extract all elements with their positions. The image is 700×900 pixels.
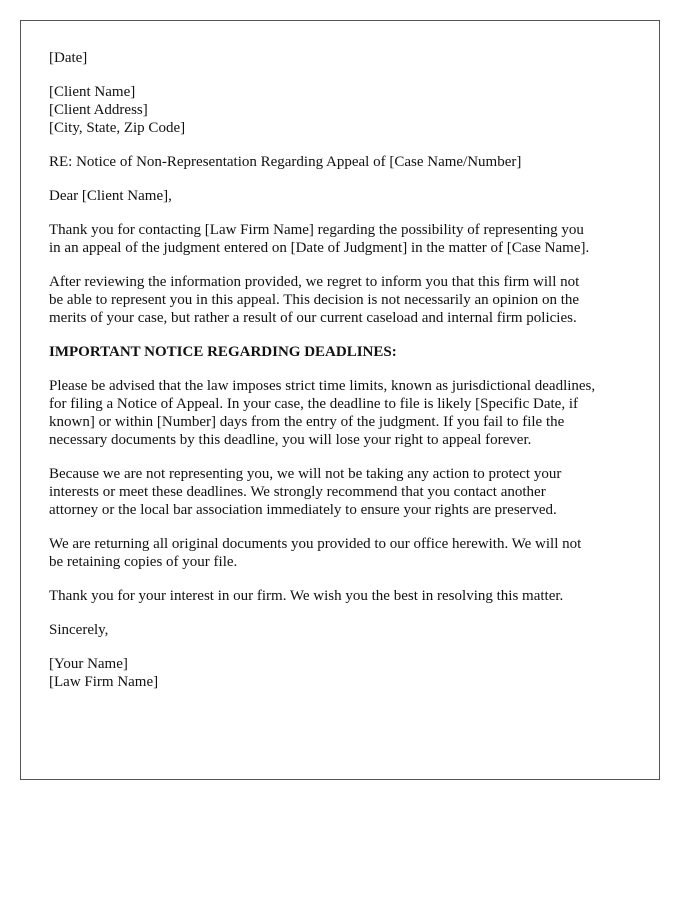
date-text: [Date] — [49, 50, 88, 66]
re-line-text: RE: Notice of Non-Representation Regarding Appeal of [Case Name/Number] — [49, 154, 522, 170]
signature-name: [Your Name] — [49, 656, 128, 672]
salutation — [49, 187, 639, 205]
paragraph-line: We are returning all original documents you provided to our office herewith. We will not — [49, 536, 582, 552]
heading-text: IMPORTANT NOTICE REGARDING DEADLINES: — [49, 344, 397, 360]
paragraph-line: be retaining copies of your file. — [49, 554, 238, 570]
paragraph-decision — [49, 273, 639, 327]
paragraph-line: for filing a Notice of Appeal. In your case, the deadline to file is likely [Specific Date, if — [49, 396, 578, 412]
paragraph-line: attorney or the local bar association immediately to ensure your rights are preserved. — [49, 502, 557, 518]
paragraph-line: interests or meet these deadlines. We strongly recommend that you contact another — [49, 484, 546, 500]
recipient-name: [Client Name] — [49, 84, 136, 100]
recipient-address: [Client Address] — [49, 102, 148, 118]
important-notice-heading — [49, 343, 639, 361]
paragraph-line: Please be advised that the law imposes strict time limits, known as jurisdictional deadlines, — [49, 378, 596, 394]
signature-firm: [Law Firm Name] — [49, 674, 159, 690]
letter-page — [20, 20, 660, 780]
recipient-city-state-zip: [City, State, Zip Code] — [49, 120, 186, 136]
paragraph-line: After reviewing the information provided, we regret to inform you that this firm will not — [49, 274, 580, 290]
paragraph-line: necessary documents by this deadline, you will lose your right to appeal forever. — [49, 432, 532, 448]
paragraph-deadlines — [49, 377, 639, 449]
paragraph-recommendation — [49, 465, 639, 519]
paragraph-documents — [49, 535, 639, 571]
paragraph-line: merits of your case, but rather a result of our current caseload and internal firm policies. — [49, 310, 577, 326]
paragraph-line: known] or within [Number] days from the entry of the judgment. If you fail to file the — [49, 414, 565, 430]
paragraph-line: Because we are not representing you, we will not be taking any action to protect your — [49, 466, 562, 482]
paragraph-line: Thank you for contacting [Law Firm Name] regarding the possibility of representing you — [49, 222, 584, 238]
letter-body — [49, 49, 639, 707]
date-line — [49, 49, 639, 67]
paragraph-line: be able to represent you in this appeal. This decision is not necessarily an opinion on the — [49, 292, 580, 308]
salutation-text: Dear [Client Name], — [49, 188, 172, 204]
recipient-block — [49, 83, 639, 137]
paragraph-contact — [49, 221, 639, 257]
paragraph-line: in an appeal of the judgment entered on [Date of Judgment] in the matter of [Case Name]. — [49, 240, 590, 256]
paragraph-line: Thank you for your interest in our firm. We wish you the best in resolving this matter. — [49, 588, 564, 604]
re-line — [49, 153, 639, 171]
closing — [49, 621, 639, 639]
signature-block — [49, 655, 639, 691]
closing-text: Sincerely, — [49, 622, 109, 638]
paragraph-thanks — [49, 587, 639, 605]
